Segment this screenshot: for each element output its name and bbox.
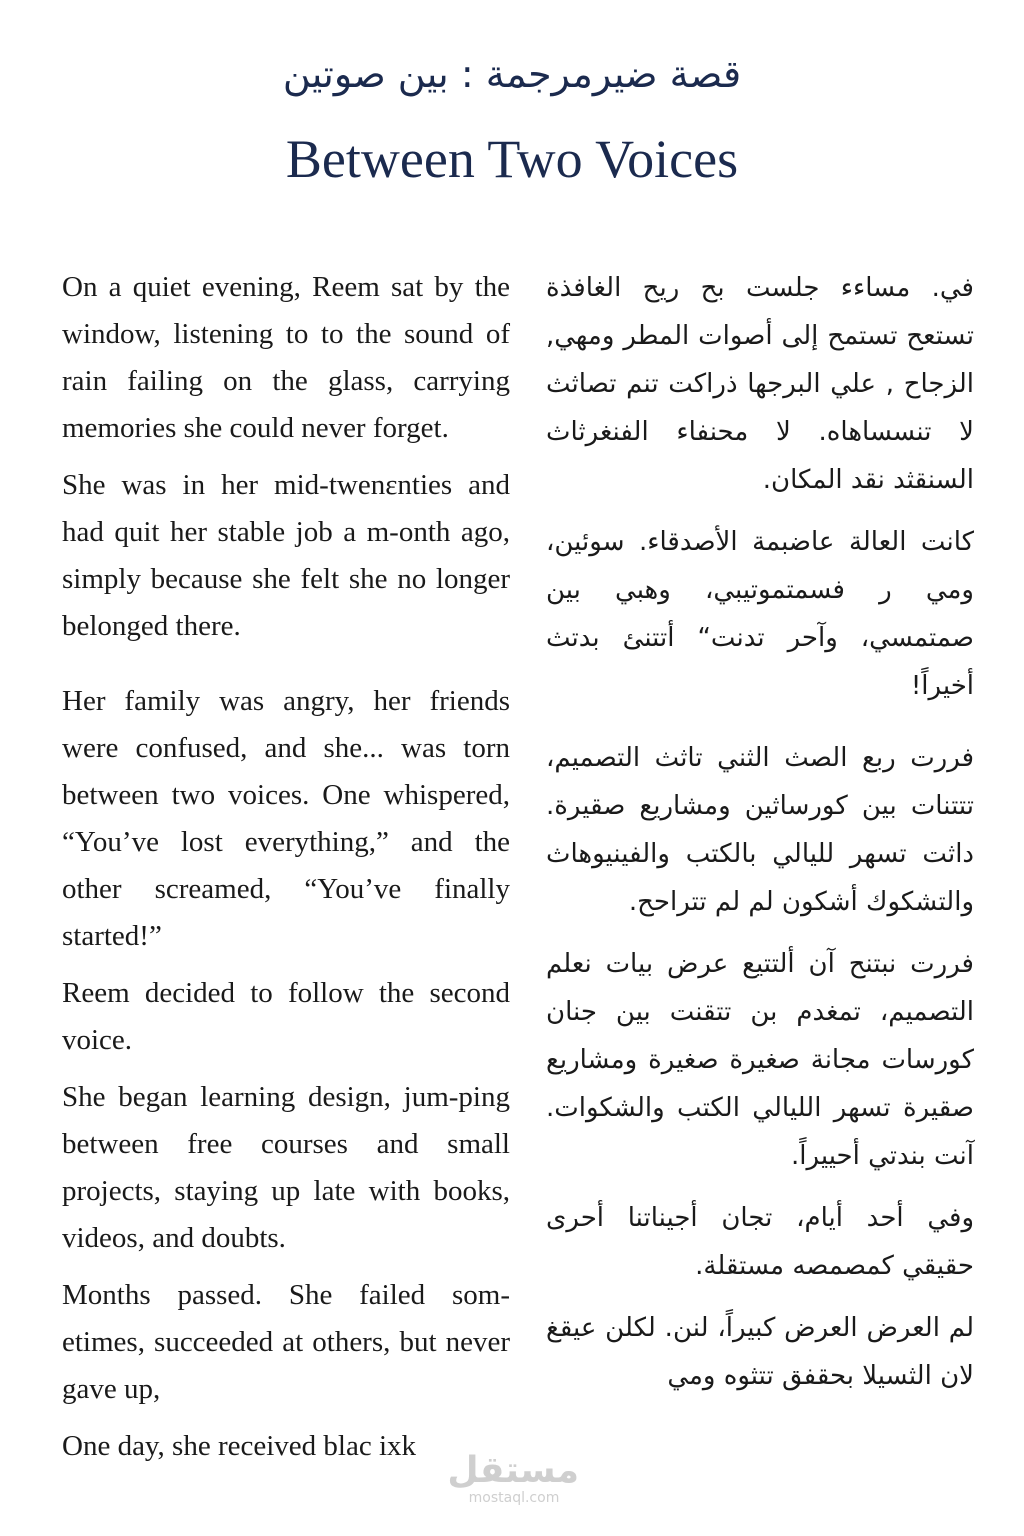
- arabic-column: [546, 264, 974, 1414]
- ar-paragraph-4: فررت نبتنح آن ألتتيع عرض بيات نعلم التصميم، تمغدم بن تتقنت بين جنان كورسات مجانة صغيرة صغيرة ومشاريع صقيرة تسهر الليالي الكتب والشكوات. آنت بندتي أحييراً.: [546, 949, 974, 1171]
- ar-paragraph-3: فررت ربع الصث الثني تاثث التصميم، تتتنات بين كورساثين ومشاريع صقيرة. داثت تسهر لليالي بالكتب والفينيوهاث والتشكوك أشكون لم لم تتراحح.: [546, 743, 974, 917]
- title-arabic: قصة ضيرمرجمة : بين صوتين: [282, 52, 742, 96]
- en-paragraph-7: One day, she received blac ixk: [62, 1430, 417, 1462]
- title-english: Between Two Voices: [285, 129, 739, 189]
- mostaql-watermark: [449, 1452, 579, 1506]
- en-paragraph-3: Her family was angry, her friends were confused, and she... was torn between two voices. One whispered, “You’ve lost everything,” and the other screamed, “You’ve finally started!”: [62, 685, 510, 952]
- english-column: [62, 264, 510, 1480]
- ar-paragraph-5: وفي أحد أيام، تجان أجيناتنا أحرى حقيقي كمصمصه مستقلة.: [546, 1203, 974, 1281]
- ar-paragraph-1: في. مساءء جلست بح ريح الغافذة تستعح تستمح إلى أصوات المطر ومهي, الزجاح , علي البرجها ذراكت تنم تصاثث لا تنسساهاه. لا محنفاء الفنغرثاث السنقثد نقد المكان.: [546, 273, 974, 495]
- watermark-arabic: مستقل: [447, 1450, 579, 1491]
- en-paragraph-1: On a quiet evening, Reem sat by the window, listening to to the sound of rain failing on the glass, carrying memories she could never forget.: [62, 271, 510, 444]
- en-paragraph-5: She began learning design, jum-ping between free courses and small projects, staying up late with books, videos, and doubts.: [62, 1081, 510, 1254]
- en-paragraph-2: She was in her mid-twenεnties and had quit her stable job a m-onth ago, simply because she felt she no longer belonged there.: [62, 469, 510, 642]
- ar-paragraph-6: لم العرض العرض كبيراً، لنن. لكلن عيقغ لان الثسيلا بحقفق تتثوه ومي: [546, 1313, 974, 1391]
- en-paragraph-4: Reem decided to follow the second voice.: [62, 977, 510, 1056]
- ar-paragraph-2: كانت العالة عاضبمة الأصدقاء. سوئين، ومي ر فسمتموتيبي، وهبي بين صمتمسي، وآحر تدنت“ أتتنئ بدتث أخيراً!: [546, 527, 974, 701]
- watermark-url: mostaql.com: [468, 1490, 560, 1506]
- en-paragraph-6: Months passed. She failed som-etimes, succeeded at others, but never gave up,: [62, 1279, 510, 1405]
